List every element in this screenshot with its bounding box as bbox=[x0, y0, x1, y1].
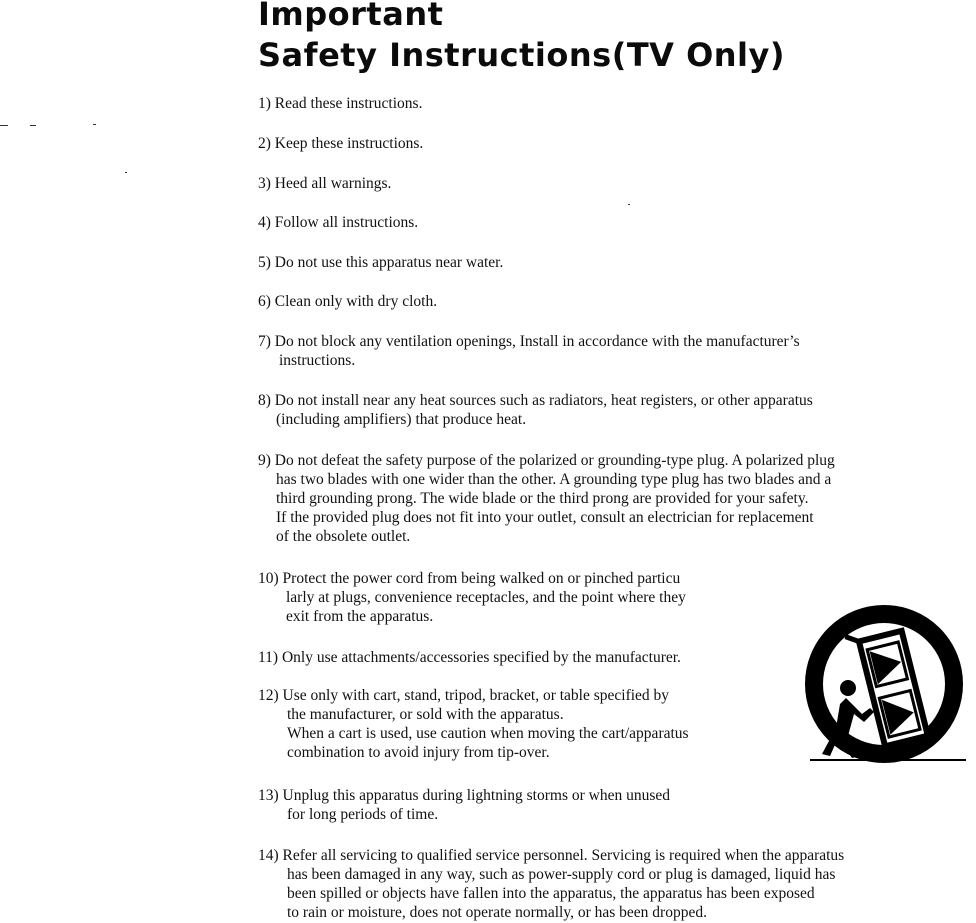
instruction-line: (including amplifiers) that produce heat. bbox=[276, 411, 527, 428]
instruction-line: third grounding prong. The wide blade or the third prong are provided for your safety. bbox=[276, 490, 809, 507]
instruction-line: 11) Only use attachments/accessories specified by the manufacturer. bbox=[258, 649, 681, 666]
title-line-important: Important bbox=[258, 0, 444, 33]
instruction-item-6 bbox=[258, 292, 437, 311]
instruction-item-7 bbox=[258, 332, 800, 370]
scan-speck bbox=[30, 125, 36, 126]
instruction-item-1 bbox=[258, 94, 422, 113]
instruction-line: 5) Do not use this apparatus near water. bbox=[258, 254, 504, 271]
instruction-item-9 bbox=[258, 451, 835, 546]
instruction-line: 12) Use only with cart, stand, tripod, bracket, or table specified by bbox=[258, 687, 670, 704]
instruction-item-10 bbox=[258, 569, 686, 626]
instruction-line: of the obsolete outlet. bbox=[276, 528, 411, 545]
scan-speck bbox=[93, 124, 96, 125]
instruction-line: instructions. bbox=[279, 352, 356, 369]
instruction-line: 7) Do not block any ventilation openings, Install in accordance with the manufacturer’s bbox=[258, 333, 800, 350]
instruction-item-4 bbox=[258, 213, 418, 232]
instruction-line: 10) Protect the power cord from being walked on or pinched particu bbox=[258, 570, 681, 587]
instruction-line: to rain or moisture, does not operate normally, or has been dropped. bbox=[287, 904, 707, 921]
instruction-item-5 bbox=[258, 253, 503, 272]
page-title bbox=[258, 0, 785, 76]
instruction-line: 13) Unplug this apparatus during lightning storms or when unused bbox=[258, 787, 670, 804]
instruction-line: combination to avoid injury from tip-over. bbox=[287, 744, 550, 761]
instruction-line: 3) Heed all warnings. bbox=[258, 175, 392, 192]
instruction-line: If the provided plug does not fit into your outlet, consult an electrician for replacement bbox=[276, 509, 814, 526]
instruction-item-14 bbox=[258, 846, 844, 922]
instruction-line: has two blades with one wider than the other. A grounding type plug has two blades and a bbox=[276, 471, 832, 488]
instruction-line: 1) Read these instructions. bbox=[258, 95, 423, 112]
instruction-line: larly at plugs, convenience receptacles, and the point where they bbox=[286, 589, 686, 606]
instruction-item-3 bbox=[258, 174, 391, 193]
instruction-item-13 bbox=[258, 786, 670, 824]
instruction-line: 6) Clean only with dry cloth. bbox=[258, 293, 438, 310]
instruction-line: exit from the apparatus. bbox=[286, 608, 434, 625]
instruction-line: 8) Do not install near any heat sources such as radiators, heat registers, or other apparatus bbox=[258, 392, 813, 409]
instruction-line: been spilled or objects have fallen into the apparatus, the apparatus has been exposed bbox=[287, 885, 815, 902]
instruction-line: 4) Follow all instructions. bbox=[258, 214, 419, 231]
title-line-safety-instructions: Safety Instructions(TV Only) bbox=[258, 36, 785, 74]
instruction-item-2 bbox=[258, 134, 423, 153]
scan-speck bbox=[0, 125, 8, 126]
instruction-item-11 bbox=[258, 648, 681, 667]
instruction-line: 9) Do not defeat the safety purpose of the polarized or grounding-type plug. A polarized plug bbox=[258, 452, 835, 469]
instruction-line: 2) Keep these instructions. bbox=[258, 135, 424, 152]
cart-tip-over-warning-icon bbox=[802, 604, 974, 772]
instruction-line: the manufacturer, or sold with the apparatus. bbox=[287, 706, 564, 723]
instruction-line: 14) Refer all servicing to qualified service personnel. Servicing is required when the apparatus bbox=[258, 847, 845, 864]
instruction-item-12 bbox=[258, 686, 689, 762]
instruction-line: has been damaged in any way, such as power-supply cord or plug is damaged, liquid has bbox=[287, 866, 836, 883]
instruction-line: When a cart is used, use caution when moving the cart/apparatus bbox=[287, 725, 689, 742]
instruction-item-8 bbox=[258, 391, 813, 429]
scan-speck bbox=[628, 204, 630, 205]
scan-speck bbox=[125, 172, 127, 173]
instruction-line: for long periods of time. bbox=[287, 806, 439, 823]
